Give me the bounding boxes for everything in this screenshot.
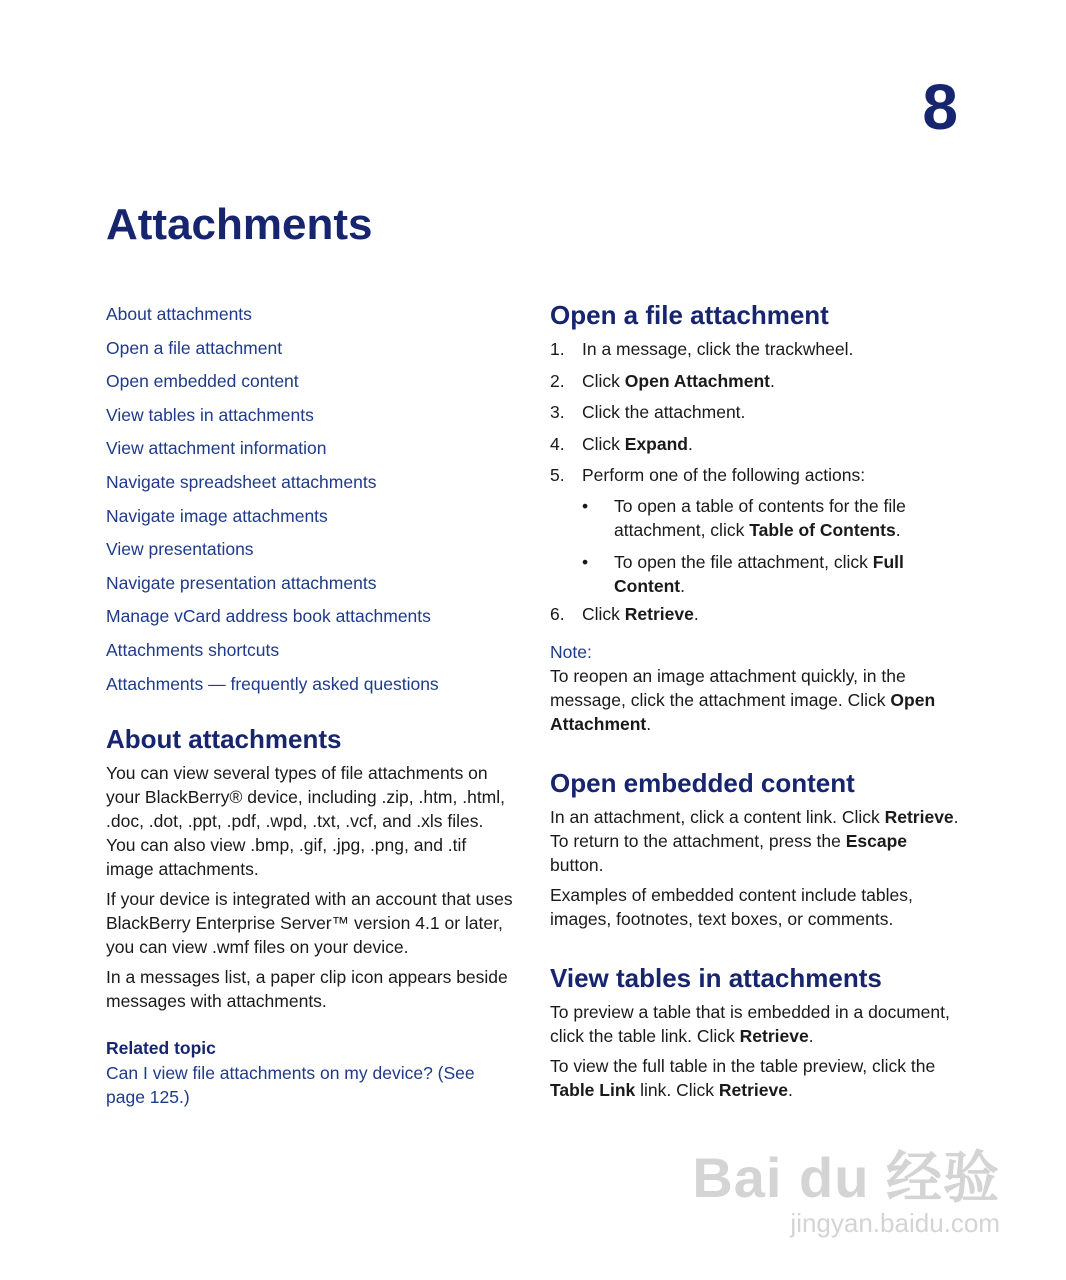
step-text-end: . <box>769 370 775 391</box>
note-bold: Open Attachment <box>550 690 936 734</box>
bullet-bold: Table of Contents <box>749 520 896 540</box>
bullet-text: To open the file attachment, click <box>614 552 873 572</box>
tables-text-4: link. Click <box>635 1080 719 1100</box>
tables-text-1: To preview a table that is embedded in a document, click the table link. Click <box>550 1002 950 1046</box>
bullet-item <box>582 494 960 542</box>
note-text <box>550 664 960 736</box>
step-text: Click <box>582 433 625 454</box>
tables-bold-2: Table Link <box>550 1080 636 1100</box>
step-text: Click <box>582 370 625 391</box>
step-number: 2. <box>550 370 565 391</box>
bullet-text-end: . <box>680 576 685 596</box>
note-text-start: To reopen an image attachment quickly, in the message, click the attachment image. Click <box>550 666 906 710</box>
tables-heading: View tables in attachments <box>550 963 882 993</box>
step-item <box>550 337 960 361</box>
step-number: 1. <box>550 339 565 359</box>
toc-link-spreadsheet[interactable]: Navigate spreadsheet attachments <box>106 471 377 492</box>
tables-bold-1: Retrieve <box>739 1026 809 1046</box>
about-heading: About attachments <box>106 724 342 755</box>
toc-link-about[interactable]: About attachments <box>106 304 252 324</box>
table-of-contents <box>106 300 516 703</box>
toc-link-embedded[interactable]: Open embedded content <box>106 371 299 392</box>
embedded-bold-2: Escape <box>845 831 908 851</box>
step-bold: Open Attachment <box>624 370 770 391</box>
toc-link-image[interactable]: Navigate image attachments <box>106 505 328 526</box>
embedded-text-3: button. <box>550 855 604 875</box>
embedded-bold-1: Retrieve <box>884 807 954 827</box>
right-column <box>550 300 960 1108</box>
chapter-number: 8 <box>922 71 958 143</box>
step-number: 4. <box>550 433 565 454</box>
bullet-marker: • <box>582 552 589 572</box>
tables-bold-3: Retrieve <box>718 1080 788 1100</box>
bullet-marker: • <box>582 496 589 516</box>
embedded-paragraph-1 <box>550 805 960 877</box>
toc-link-presentations[interactable]: View presentations <box>106 539 254 560</box>
bullet-item <box>582 550 960 598</box>
step-number: 3. <box>550 402 565 422</box>
tables-paragraph-1 <box>550 1000 960 1048</box>
toc-link-open-file[interactable]: Open a file attachment <box>106 337 283 358</box>
step-item <box>550 400 960 424</box>
steps-list <box>550 337 960 626</box>
step-text: Click the attachment. <box>582 402 746 422</box>
toc-link-presentation-nav[interactable]: Navigate presentation attachments <box>106 572 377 593</box>
about-paragraph-1: You can view several types of file attachments on your BlackBerry® device, including .zip, .htm, .html, .doc, .dot, .ppt, .pdf, .wpd, .txt, .vcf, and .xls files. You can also view .bmp, .gif, .jpg, .png, and .tif image attachments. <box>106 763 506 880</box>
toc-link-shortcuts[interactable]: Attachments shortcuts <box>106 639 280 660</box>
embedded-text-2: . To return to the attachment, press the <box>550 807 959 851</box>
step-text: Click <box>582 604 625 624</box>
bullet-text: To open a table of contents for the file attachment, click <box>614 496 906 540</box>
step-number: 6. <box>550 604 565 624</box>
related-topic-link[interactable]: Can I view file attachments on my device? (See page 125.) <box>106 1063 475 1108</box>
step-text-end: . <box>693 604 699 624</box>
left-column <box>106 300 516 1109</box>
step-text-end: . <box>688 433 693 454</box>
step-bold: Expand <box>624 433 688 454</box>
tables-text-5: . <box>787 1080 793 1100</box>
toc-link-faq[interactable]: Attachments — frequently asked questions <box>106 673 439 694</box>
toc-link-tables[interactable]: View tables in attachments <box>106 404 314 425</box>
tables-section <box>550 963 960 1102</box>
embedded-section <box>550 768 960 931</box>
step-item <box>550 432 960 456</box>
toc-link-info[interactable]: View attachment information <box>106 438 327 459</box>
bullet-bold: Full Content <box>614 552 904 596</box>
page-title: Attachments <box>106 200 373 249</box>
open-file-section <box>550 300 960 736</box>
step-text: Perform one of the following actions: <box>582 465 866 485</box>
open-file-heading: Open a file attachment <box>550 300 829 330</box>
step-number: 5. <box>550 465 565 485</box>
baidu-watermark <box>692 1148 1000 1238</box>
embedded-paragraph-2: Examples of embedded content include tables, images, footnotes, text boxes, or comments. <box>550 885 913 929</box>
bullet-text-end: . <box>895 520 901 540</box>
note-label: Note: <box>550 642 592 662</box>
sub-bullet-list <box>582 494 960 598</box>
step-text: In a message, click the trackwheel. <box>582 339 854 359</box>
about-paragraph-3: In a messages list, a paper clip icon appears beside messages with attachments. <box>106 967 508 1012</box>
step-item <box>550 463 960 598</box>
about-section <box>106 724 516 1109</box>
tables-paragraph-2 <box>550 1054 960 1102</box>
step-bold: Retrieve <box>624 604 694 624</box>
step-item <box>550 602 960 626</box>
embedded-text-1: In an attachment, click a content link. Click <box>550 807 885 827</box>
tables-text-2: . <box>808 1026 814 1046</box>
tables-text-3: To view the full table in the table preview, click the <box>550 1056 936 1076</box>
watermark-url: jingyan.baidu.com <box>790 1208 1000 1238</box>
note-text-end: . <box>646 714 652 734</box>
step-item <box>550 369 960 393</box>
toc-link-vcard[interactable]: Manage vCard address book attachments <box>106 606 431 627</box>
related-topic-label: Related topic <box>106 1038 216 1059</box>
about-paragraph-2: If your device is integrated with an account that uses BlackBerry Enterprise Server™ version 4.1 or later, you can view .wmf files on your device. <box>106 889 513 958</box>
watermark-logo: Bai du 经验 <box>692 1146 1000 1209</box>
embedded-heading: Open embedded content <box>550 768 855 798</box>
